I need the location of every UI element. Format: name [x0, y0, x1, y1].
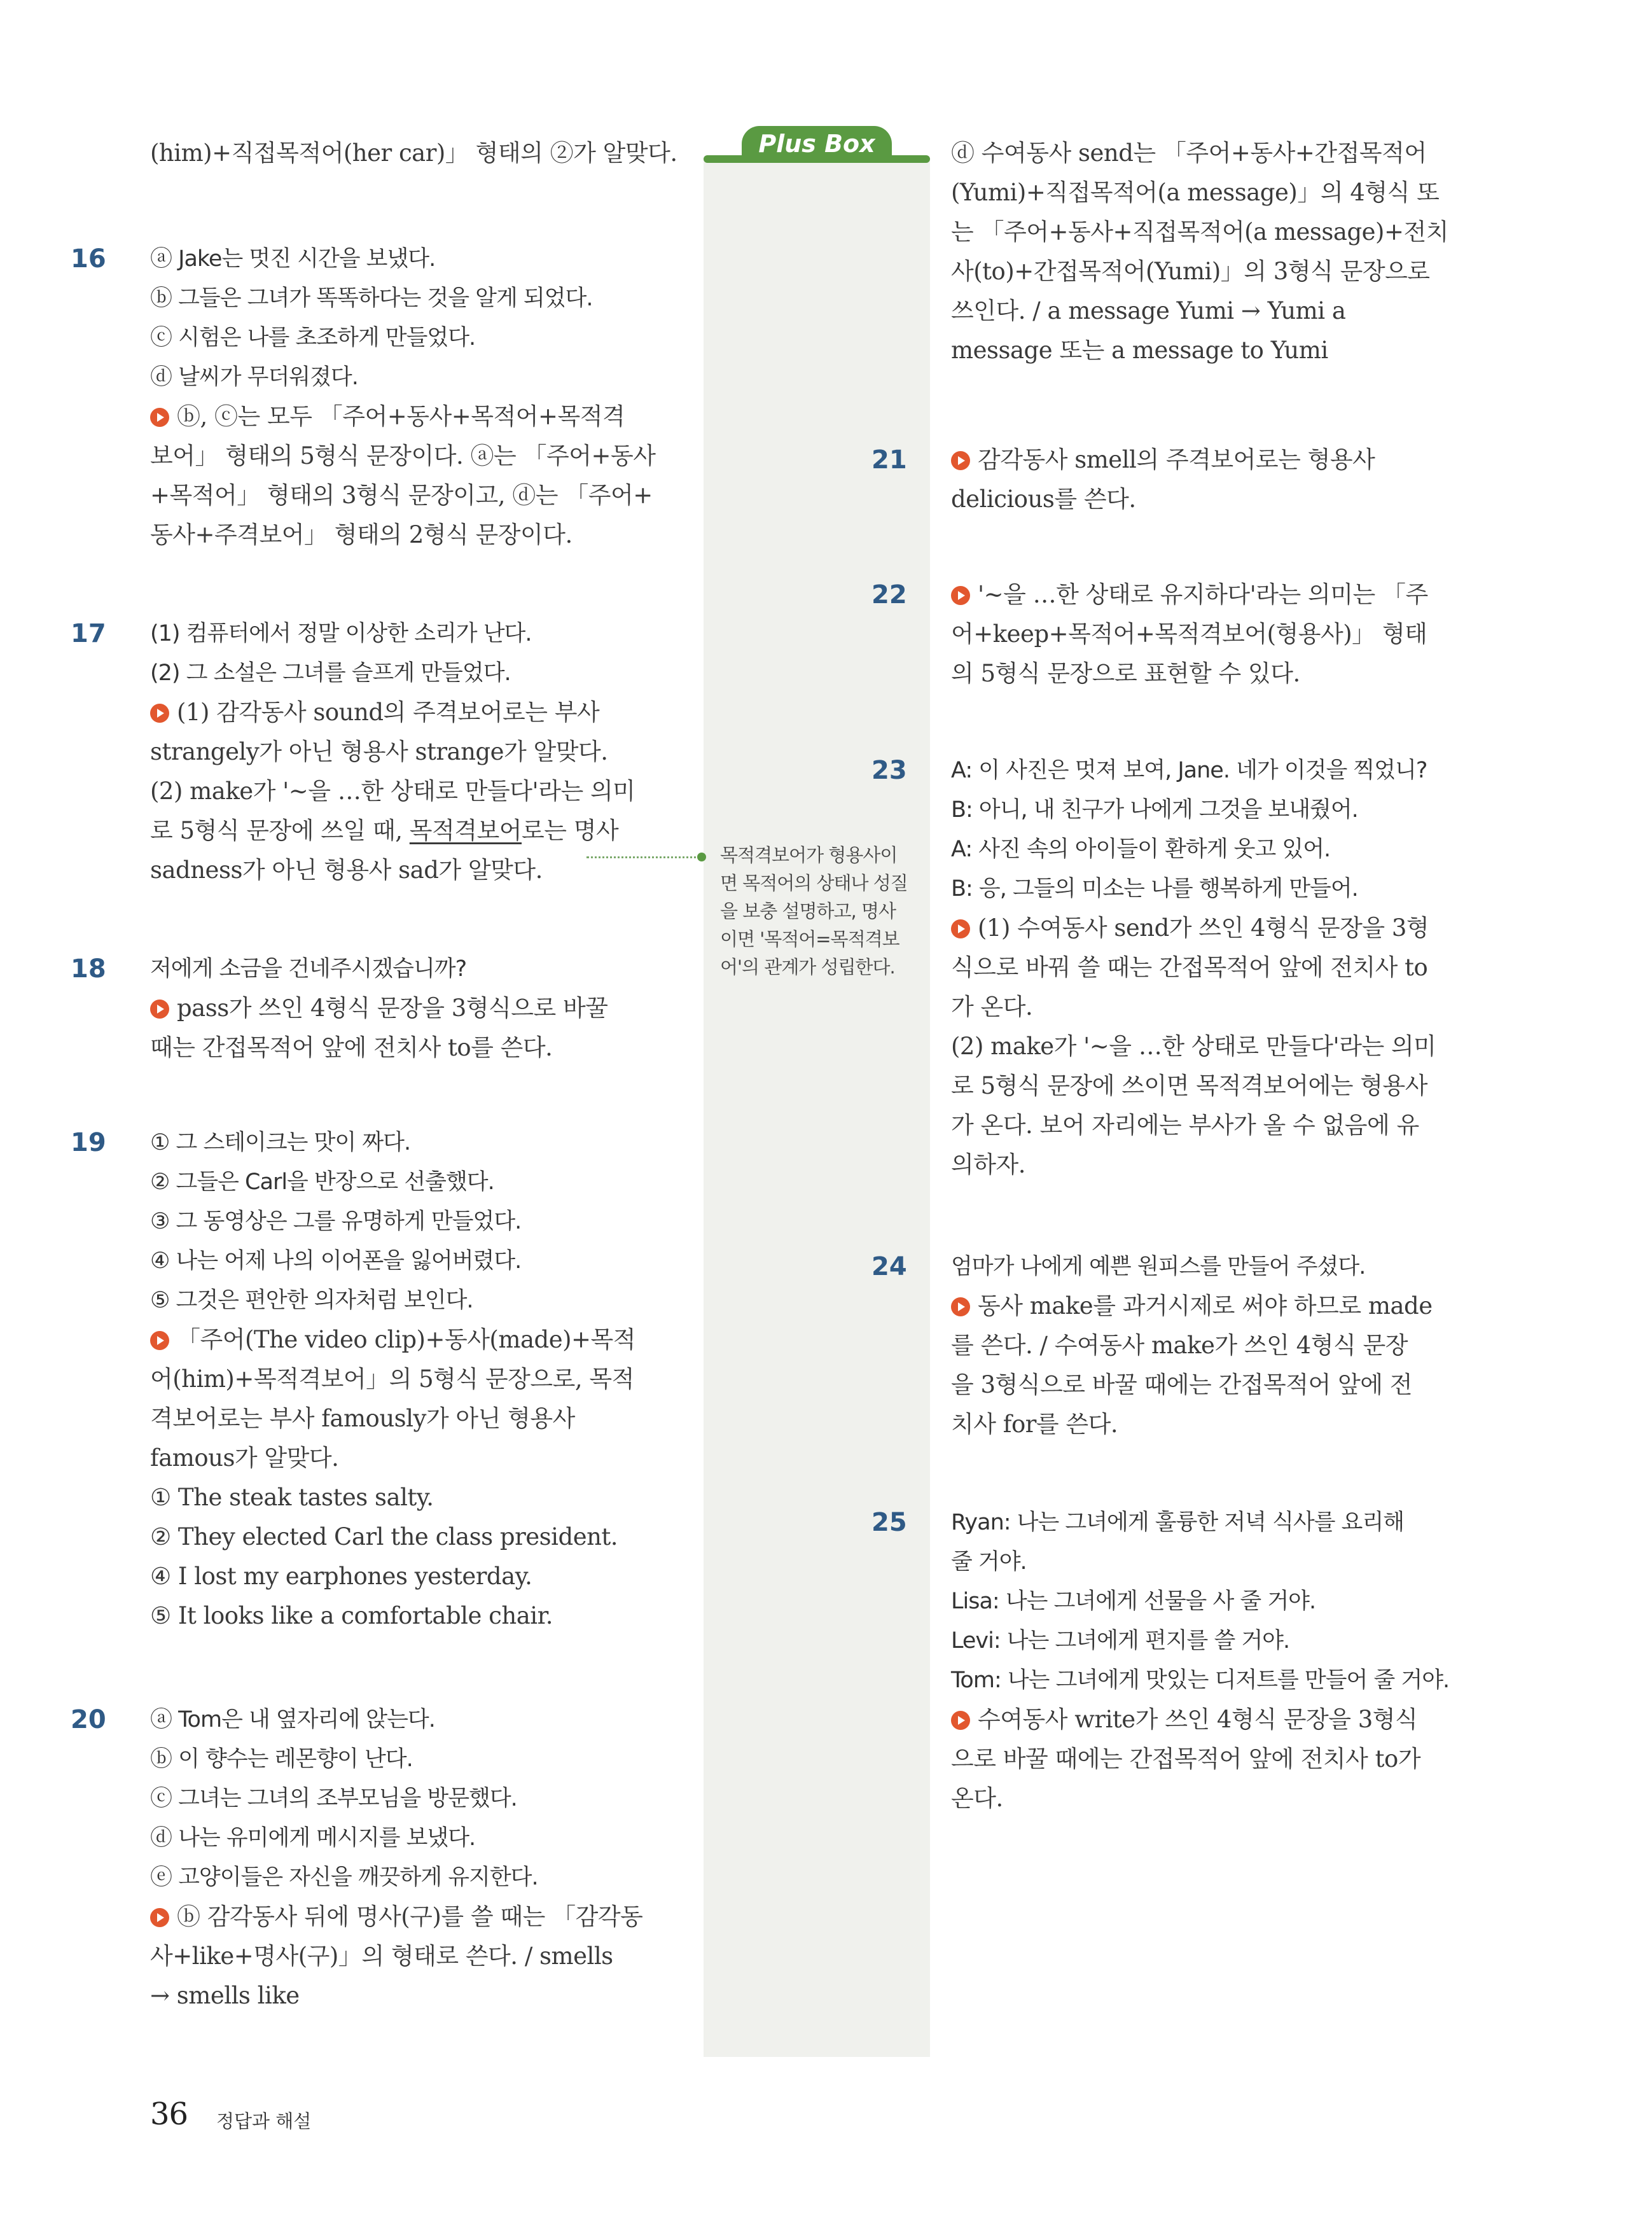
- text-line: 보어」 형태의 5형식 문장이다. ⓐ는 「주어+동사: [150, 442, 656, 470]
- text-line: ① 그 스테이크는 맛이 짜다.: [150, 1130, 411, 1155]
- text-line: ⓑ 이 향수는 레몬향이 난다.: [150, 1746, 413, 1772]
- text-line: 의하자.: [951, 1151, 1025, 1178]
- arrow-circle-icon: [150, 1331, 169, 1350]
- explanation-line: [951, 575, 1485, 615]
- note-line: 면 목적어의 상태나 성질: [720, 872, 908, 894]
- question-20: [71, 1700, 684, 2016]
- text-span: ⓑ, ⓒ는 모두 「주어+동사+목적어+목적격: [177, 403, 625, 430]
- page-number: 36: [150, 2096, 188, 2132]
- question-number: 25: [871, 1508, 907, 1537]
- text-line: 가 온다.: [951, 993, 1033, 1021]
- plus-box-note: [720, 841, 925, 981]
- text-line: sadness가 아닌 형용사 sad가 알맞다.: [150, 856, 543, 884]
- explanation-line: [951, 1700, 1485, 1739]
- text-line: 사+like+명사(구)」의 형태로 쓴다. / smells: [150, 1942, 613, 1970]
- question-number: 16: [71, 244, 106, 274]
- note-line: 어'의 관계가 성립한다.: [720, 956, 895, 978]
- question-number: 18: [71, 954, 106, 984]
- text-line: 치사 for를 쓴다.: [951, 1411, 1118, 1438]
- question-number: 24: [871, 1252, 907, 1281]
- text-line: ⓓ 수여동사 send는 「주어+동사+간접목적어: [951, 139, 1427, 167]
- plus-box-header: [704, 126, 930, 164]
- question-23: [871, 751, 1485, 1185]
- arrow-circle-icon: [951, 1297, 970, 1316]
- note-connector: [587, 856, 701, 858]
- question-16: [71, 239, 684, 555]
- text-line: 온다.: [951, 1785, 1003, 1812]
- question-24: [871, 1247, 1485, 1444]
- text-line: 동사+주격보어」 형태의 2형식 문장이다.: [150, 521, 573, 548]
- text-line: ⓐ Tom은 내 옆자리에 앉는다.: [150, 1707, 435, 1732]
- arrow-circle-icon: [951, 919, 970, 938]
- text-line: ① The steak tastes salty.: [150, 1484, 434, 1511]
- question-number: 21: [871, 445, 907, 475]
- text-line: 으로 바꿀 때에는 간접목적어 앞에 전치사 to가: [951, 1745, 1421, 1773]
- text-line: ② 그들은 Carl을 반장으로 선출했다.: [150, 1169, 494, 1195]
- text-line: (1) 컴퓨터에서 정말 이상한 소리가 난다.: [150, 621, 532, 646]
- text-line: 때는 간접목적어 앞에 전치사 to를 쓴다.: [150, 1034, 553, 1061]
- question-22: [871, 575, 1485, 693]
- text-line: ⓑ 그들은 그녀가 똑똑하다는 것을 알게 되었다.: [150, 286, 593, 311]
- explanation-line: [150, 1320, 684, 1360]
- text-span: ⓑ 감각동사 뒤에 명사(구)를 쓸 때는 「감각동: [177, 1903, 643, 1930]
- text-line: ⓒ 그녀는 그녀의 조부모님을 방문했다.: [150, 1786, 517, 1811]
- text-line: (2) 그 소설은 그녀를 슬프게 만들었다.: [150, 660, 511, 686]
- explanation-line: [951, 1286, 1485, 1326]
- text-line: 를 쓴다. / 수여동사 make가 쓰인 4형식 문장: [951, 1332, 1408, 1359]
- text-line: ⑤ It looks like a comfortable chair.: [150, 1602, 553, 1629]
- arrow-circle-icon: [150, 408, 169, 427]
- text-line: Lisa: 나는 그녀에게 선물을 사 줄 거야.: [951, 1589, 1316, 1614]
- text-line: ⓓ 날씨가 무더워졌다.: [150, 365, 358, 390]
- text-line: 격보어로는 부사 famously가 아닌 형용사: [150, 1405, 575, 1432]
- question-19: [71, 1123, 684, 1636]
- text-line: → smells like: [150, 1982, 300, 2009]
- note-line: 이면 '목적어=목적격보: [720, 928, 899, 950]
- text-span: 로 5형식 문장에 쓰일 때,: [150, 817, 410, 844]
- text-span: 로는 명사: [522, 817, 619, 844]
- question-number: 22: [871, 580, 907, 610]
- question-number: 20: [71, 1705, 106, 1734]
- text-line: 어(him)+목적격보어」의 5형식 문장으로, 목적: [150, 1365, 634, 1393]
- arrow-circle-icon: [150, 1908, 169, 1927]
- note-line: 목적격보어가 형용사이: [720, 844, 898, 866]
- text-line: ③ 그 동영상은 그를 유명하게 만들었다.: [150, 1209, 522, 1234]
- text-line: famous가 알맞다.: [150, 1444, 339, 1472]
- text-line: 가 온다. 보어 자리에는 부사가 올 수 없음에 유: [951, 1111, 1419, 1139]
- text-line: ⓒ 시험은 나를 초조하게 만들었다.: [150, 325, 476, 351]
- text-span: 감각동사 smell의 주격보어로는 형용사: [978, 446, 1375, 473]
- question-18: [71, 949, 684, 1068]
- text-line: ② They elected Carl the class president.: [150, 1523, 618, 1551]
- text-line: +목적어」 형태의 3형식 문장이고, ⓓ는 「주어+: [150, 482, 653, 509]
- text-line: ⓐ Jake는 멋진 시간을 보냈다.: [150, 246, 436, 272]
- text-line: ⓔ 고양이들은 자신을 깨끗하게 유지한다.: [150, 1865, 538, 1890]
- explanation-line: [951, 909, 1485, 948]
- text-line: Tom: 나는 그녀에게 맛있는 디저트를 만들어 줄 거야.: [951, 1668, 1450, 1693]
- explanation-line: [150, 397, 684, 436]
- text-line: 사(to)+간접목적어(Yumi)」의 3형식 문장으로: [951, 258, 1430, 285]
- question-25: [871, 1503, 1485, 1818]
- explanation-line: [951, 440, 1485, 480]
- text-line: 는 「주어+동사+직접목적어(a message)+전치: [951, 218, 1448, 246]
- text-line: 쓰인다. / a message Yumi → Yumi a: [951, 297, 1346, 324]
- text-line: 로 5형식 문장에 쓰이면 목적격보어에는 형용사: [951, 1072, 1427, 1099]
- text-line: delicious를 쓴다.: [951, 485, 1136, 513]
- arrow-circle-icon: [150, 704, 169, 723]
- text-span: '~을 …한 상태로 유지하다'라는 의미는 「주: [978, 581, 1428, 608]
- question-21: [871, 440, 1485, 519]
- text-line: 을 3형식으로 바꿀 때에는 간접목적어 앞에 전: [951, 1371, 1412, 1398]
- text-line: (Yumi)+직접목적어(a message)」의 4형식 또: [951, 179, 1440, 206]
- text-span: 동사 make를 과거시제로 써야 하므로 made: [978, 1292, 1433, 1320]
- question-number: 19: [71, 1128, 106, 1157]
- footer-label: 정답과 해설: [216, 2110, 312, 2132]
- text-line: (him)+직접목적어(her car)」 형태의 ②가 알맞다.: [150, 139, 677, 167]
- text-line: A: 사진 속의 아이들이 환하게 웃고 있어.: [951, 837, 1331, 862]
- plus-box-title: Plus Box: [742, 126, 892, 162]
- arrow-circle-icon: [951, 1711, 970, 1730]
- explanation-line: [150, 693, 684, 732]
- text-span: 「주어(The video clip)+동사(made)+목적: [177, 1326, 636, 1353]
- text-line: message 또는 a message to Yumi: [951, 337, 1328, 364]
- question-number: 23: [871, 756, 907, 785]
- text-line: ⓓ 나는 유미에게 메시지를 보냈다.: [150, 1825, 476, 1851]
- text-line: 줄 거야.: [951, 1549, 1027, 1575]
- text-line: 저에게 소금을 건네주시겠습니까?: [150, 956, 467, 982]
- arrow-circle-icon: [150, 1000, 169, 1019]
- text-span: (1) 수여동사 send가 쓰인 4형식 문장을 3형: [978, 914, 1429, 942]
- explanation-line: [150, 989, 684, 1028]
- text-line: B: 응, 그들의 미소는 나를 행복하게 만들어.: [951, 876, 1358, 902]
- text-line: ⑤ 그것은 편안한 의자처럼 보인다.: [150, 1288, 473, 1313]
- text-line: 어+keep+목적어+목적격보어(형용사)」 형태: [951, 620, 1427, 648]
- text-line: (2) make가 '~을 …한 상태로 만들다'라는 의미: [951, 1033, 1436, 1060]
- text-span: pass가 쓰인 4형식 문장을 3형식으로 바꿀: [177, 994, 608, 1022]
- question-20-continued: [951, 134, 1485, 370]
- text-line: ④ I lost my earphones yesterday.: [150, 1563, 532, 1590]
- arrow-circle-icon: [951, 586, 970, 605]
- text-line: [150, 811, 684, 851]
- question-number: 17: [71, 619, 106, 648]
- connector-dot: [697, 853, 706, 861]
- text-line: Ryan: 나는 그녀에게 훌륭한 저녁 식사를 요리해: [951, 1510, 1405, 1535]
- text-line: ④ 나는 어제 나의 이어폰을 잃어버렸다.: [150, 1248, 522, 1274]
- text-line: 식으로 바꿔 쓸 때는 간접목적어 앞에 전치사 to: [951, 954, 1428, 981]
- text-line: B: 아니, 내 친구가 나에게 그것을 보내줬어.: [951, 797, 1358, 823]
- text-span: 수여동사 write가 쓰인 4형식 문장을 3형식: [978, 1706, 1418, 1733]
- text-line: Levi: 나는 그녀에게 편지를 쓸 거야.: [951, 1628, 1290, 1654]
- text-line: strangely가 아닌 형용사 strange가 알맞다.: [150, 738, 608, 765]
- text-line: (2) make가 '~을 …한 상태로 만들다'라는 의미: [150, 777, 635, 805]
- text-line: 엄마가 나에게 예쁜 원피스를 만들어 주셨다.: [951, 1254, 1366, 1279]
- note-line: 을 보충 설명하고, 명사: [720, 900, 896, 922]
- text-line: A: 이 사진은 멋져 보여, Jane. 네가 이것을 찍었니?: [951, 758, 1427, 783]
- arrow-circle-icon: [951, 451, 970, 470]
- text-line: 의 5형식 문장으로 표현할 수 있다.: [951, 660, 1300, 687]
- question-17: [71, 614, 684, 890]
- text-span: (1) 감각동사 sound의 주격보어로는 부사: [177, 699, 600, 726]
- explanation-line: [150, 1897, 684, 1937]
- continued-answer-15: [150, 134, 684, 173]
- underlined-term: 목적격보어: [409, 817, 522, 844]
